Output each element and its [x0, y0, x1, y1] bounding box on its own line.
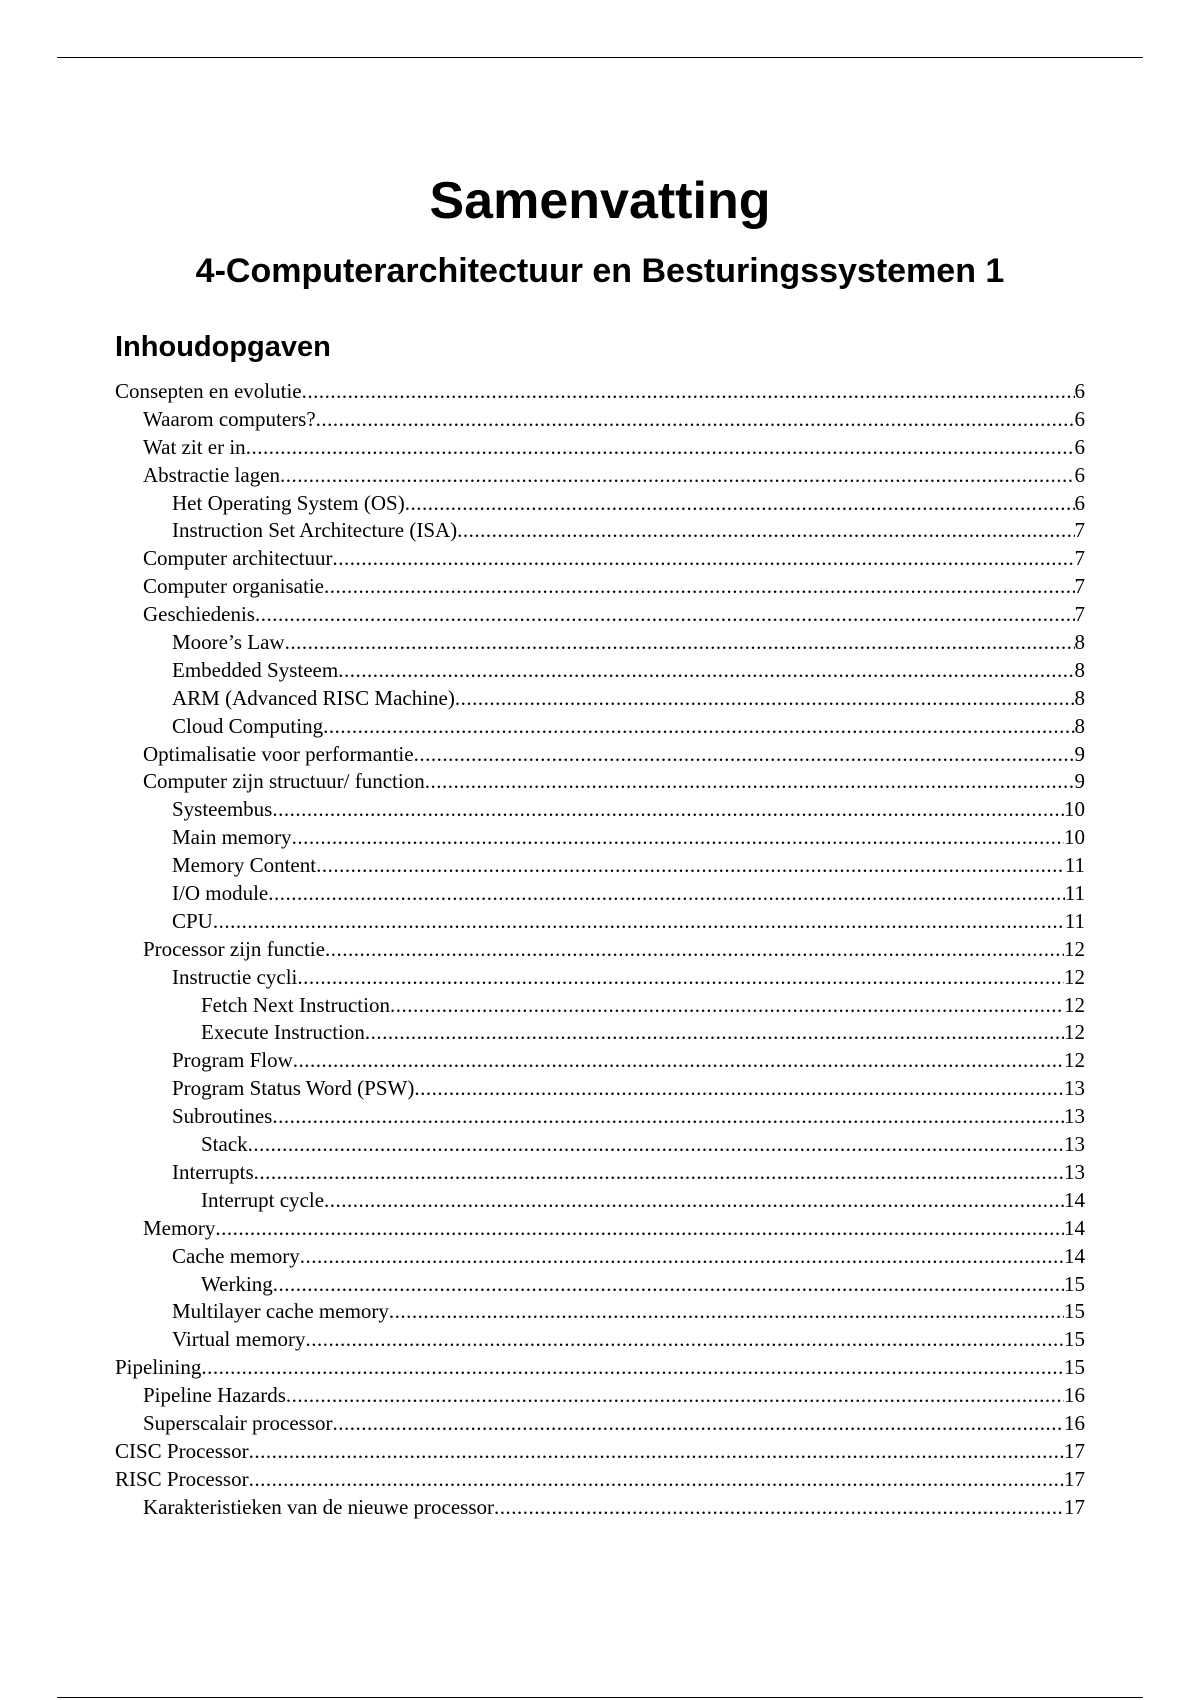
toc-entry-page-number: 12: [1064, 1020, 1085, 1045]
toc-entry-label: Waarom computers?: [143, 406, 316, 431]
toc-entry-label: Instructie cycli: [172, 964, 298, 989]
toc-entry-label: I/O module: [172, 881, 269, 906]
toc-entry-page-number: 11: [1064, 853, 1085, 878]
toc-entry-label: Interrupts: [172, 1159, 254, 1184]
toc-entry-label: Abstractie lagen: [143, 462, 281, 487]
toc-dot-leader: [494, 1494, 1064, 1522]
table-of-contents: [115, 378, 1085, 1522]
toc-entry-label: Multilayer cache memory: [172, 1299, 389, 1324]
toc-entry-page-number: 14: [1064, 1243, 1085, 1268]
toc-entry-label: Interrupt cycle: [201, 1187, 325, 1212]
toc-dot-leader: [333, 545, 1075, 573]
toc-entry[interactable]: [115, 964, 1085, 992]
toc-dot-leader: [249, 1466, 1064, 1494]
toc-dot-leader: [201, 1354, 1064, 1382]
toc-entry-label: Memory: [143, 1215, 216, 1240]
toc-dot-leader: [255, 601, 1075, 629]
toc-entry-page-number: 13: [1064, 1159, 1085, 1184]
toc-entry[interactable]: [115, 796, 1085, 824]
document-title: Samenvatting: [429, 172, 771, 230]
toc-entry[interactable]: [115, 545, 1085, 573]
toc-entry-page-number: 6: [1074, 379, 1085, 403]
toc-dot-leader: [333, 1410, 1064, 1438]
toc-entry[interactable]: [115, 629, 1085, 657]
toc-entry-page-number: 8: [1074, 630, 1085, 655]
toc-entry-label: CPU: [172, 908, 213, 933]
toc-entry-label: Werking: [201, 1271, 273, 1296]
toc-entry-label: Karakteristieken van de nieuwe processor: [143, 1494, 495, 1519]
toc-entry[interactable]: [115, 1187, 1085, 1215]
toc-entry[interactable]: [115, 1131, 1085, 1159]
toc-entry[interactable]: [115, 601, 1085, 629]
toc-entry[interactable]: [115, 490, 1085, 518]
toc-entry[interactable]: [115, 1438, 1085, 1466]
toc-dot-leader: [249, 1438, 1064, 1466]
toc-entry[interactable]: [115, 517, 1085, 545]
toc-dot-leader: [272, 796, 1064, 824]
toc-entry-page-number: 15: [1064, 1327, 1085, 1352]
toc-dot-leader: [292, 824, 1064, 852]
toc-entry[interactable]: [115, 1215, 1085, 1243]
toc-entry-label: Pipeline Hazards: [143, 1383, 286, 1408]
toc-entry[interactable]: [115, 1410, 1085, 1438]
toc-entry[interactable]: [115, 434, 1085, 462]
toc-entry-page-number: 17: [1064, 1466, 1085, 1491]
toc-dot-leader: [316, 852, 1065, 880]
toc-entry-page-number: 6: [1074, 406, 1085, 431]
toc-entry[interactable]: [115, 378, 1085, 406]
toc-dot-leader: [405, 490, 1075, 518]
toc-entry[interactable]: [115, 992, 1085, 1020]
toc-entry-label: Superscalair processor: [143, 1410, 333, 1435]
toc-entry-label: Virtual memory: [172, 1327, 306, 1352]
toc-dot-leader: [254, 1159, 1064, 1187]
toc-dot-leader: [297, 964, 1064, 992]
toc-entry[interactable]: [115, 768, 1085, 796]
toc-dot-leader: [455, 685, 1075, 713]
toc-dot-leader: [280, 462, 1074, 490]
toc-dot-leader: [425, 768, 1075, 796]
toc-entry[interactable]: [115, 406, 1085, 434]
toc-dot-leader: [414, 741, 1075, 769]
toc-dot-leader: [389, 1298, 1064, 1326]
toc-entry[interactable]: [115, 908, 1085, 936]
toc-entry[interactable]: [115, 1298, 1085, 1326]
toc-entry-label: Computer zijn structuur/ function: [143, 769, 425, 794]
toc-entry-page-number: 14: [1064, 1187, 1085, 1212]
toc-entry-page-number: 12: [1064, 964, 1085, 989]
toc-entry-page-number: 15: [1064, 1271, 1085, 1296]
toc-entry-page-number: 10: [1064, 825, 1085, 850]
toc-entry[interactable]: [115, 1159, 1085, 1187]
toc-entry[interactable]: [115, 713, 1085, 741]
toc-entry-label: Cloud Computing: [172, 713, 324, 738]
toc-dot-leader: [324, 1187, 1064, 1215]
toc-entry[interactable]: [115, 1326, 1085, 1354]
toc-entry-page-number: 9: [1074, 769, 1085, 794]
toc-dot-leader: [414, 1075, 1064, 1103]
toc-entry-page-number: 17: [1064, 1494, 1085, 1519]
toc-entry-page-number: 16: [1064, 1383, 1085, 1408]
toc-dot-leader: [316, 406, 1075, 434]
toc-entry-label: Stack: [201, 1132, 248, 1157]
toc-entry[interactable]: [115, 1494, 1085, 1522]
toc-entry-label: ARM (Advanced RISC Machine): [172, 685, 455, 710]
toc-entry-page-number: 7: [1074, 546, 1085, 571]
toc-dot-leader: [390, 992, 1064, 1020]
toc-entry[interactable]: [115, 852, 1085, 880]
toc-entry[interactable]: [115, 1047, 1085, 1075]
toc-entry[interactable]: [115, 1354, 1085, 1382]
toc-entry-page-number: 6: [1074, 462, 1085, 487]
toc-entry-page-number: 15: [1064, 1299, 1085, 1324]
toc-entry[interactable]: [115, 685, 1085, 713]
toc-entry-page-number: 13: [1064, 1132, 1085, 1157]
toc-entry-page-number: 8: [1074, 685, 1085, 710]
toc-entry-label: Het Operating System (OS): [172, 490, 405, 515]
toc-dot-leader: [285, 629, 1075, 657]
toc-dot-leader: [324, 573, 1075, 601]
toc-entry-label: CISC Processor: [115, 1438, 249, 1463]
toc-entry[interactable]: [115, 657, 1085, 685]
toc-entry[interactable]: [115, 1075, 1085, 1103]
toc-entry-label: Consepten en evolutie: [115, 379, 302, 403]
toc-dot-leader: [457, 517, 1074, 545]
toc-entry[interactable]: [115, 1466, 1085, 1494]
header-rule: [57, 57, 1143, 58]
toc-entry-label: Instruction Set Architecture (ISA): [172, 518, 458, 543]
toc-entry-page-number: 8: [1074, 657, 1085, 682]
toc-dot-leader: [268, 880, 1065, 908]
toc-entry-page-number: 6: [1074, 434, 1085, 459]
toc-entry-page-number: 9: [1074, 741, 1085, 766]
toc-entry-page-number: 15: [1064, 1355, 1085, 1380]
toc-entry-label: Memory Content: [172, 853, 317, 878]
toc-entry[interactable]: [115, 1243, 1085, 1271]
toc-dot-leader: [213, 908, 1065, 936]
toc-heading: Inhoudopgaven: [115, 331, 331, 363]
toc-entry-label: Optimalisatie voor performantie: [143, 741, 414, 766]
footer-rule: [57, 1697, 1143, 1698]
toc-entry-page-number: 7: [1074, 518, 1085, 543]
toc-dot-leader: [272, 1103, 1064, 1131]
toc-entry-label: Program Flow: [172, 1048, 293, 1073]
toc-entry[interactable]: [115, 936, 1085, 964]
toc-entry-label: Execute Instruction: [201, 1020, 365, 1045]
toc-dot-leader: [365, 1019, 1064, 1047]
toc-entry[interactable]: [115, 462, 1085, 490]
toc-entry-page-number: 17: [1064, 1438, 1085, 1463]
toc-entry-page-number: 11: [1064, 881, 1085, 906]
toc-entry-label: Wat zit er in: [143, 434, 246, 459]
toc-entry-page-number: 8: [1074, 713, 1085, 738]
toc-entry-page-number: 6: [1074, 490, 1085, 515]
toc-entry[interactable]: [115, 741, 1085, 769]
document-subtitle: 4-Computerarchitectuur en Besturingssystemen 1: [195, 252, 1005, 290]
toc-entry-label: Main memory: [172, 825, 292, 850]
toc-entry-page-number: 14: [1064, 1215, 1085, 1240]
toc-entry-page-number: 10: [1064, 797, 1085, 822]
toc-entry[interactable]: [115, 1271, 1085, 1299]
toc-entry-label: Computer organisatie: [143, 574, 324, 599]
toc-entry-label: Subroutines: [172, 1104, 273, 1129]
toc-entry-page-number: 11: [1064, 908, 1085, 933]
toc-entry[interactable]: [115, 1019, 1085, 1047]
toc-dot-leader: [248, 1131, 1064, 1159]
toc-entry-page-number: 7: [1074, 574, 1085, 599]
toc-dot-leader: [323, 713, 1074, 741]
toc-dot-leader: [325, 936, 1064, 964]
toc-entry-label: RISC Processor: [115, 1466, 249, 1491]
toc-entry-label: Moore’s Law: [172, 630, 285, 655]
toc-entry-page-number: 16: [1064, 1410, 1085, 1435]
toc-entry[interactable]: [115, 824, 1085, 852]
toc-dot-leader: [215, 1215, 1064, 1243]
toc-entry-label: Pipelining: [115, 1355, 202, 1380]
toc-entry-label: Program Status Word (PSW): [172, 1076, 415, 1101]
toc-dot-leader: [338, 657, 1074, 685]
toc-entry-label: Fetch Next Instruction: [201, 992, 390, 1017]
toc-entry-page-number: 12: [1064, 936, 1085, 961]
toc-entry-page-number: 7: [1074, 602, 1085, 627]
toc-dot-leader: [286, 1382, 1064, 1410]
toc-entry-page-number: 12: [1064, 1048, 1085, 1073]
toc-entry-page-number: 13: [1064, 1104, 1085, 1129]
toc-entry-label: Cache memory: [172, 1243, 300, 1268]
toc-entry[interactable]: [115, 573, 1085, 601]
toc-entry[interactable]: [115, 880, 1085, 908]
toc-dot-leader: [302, 378, 1075, 406]
toc-dot-leader: [246, 434, 1075, 462]
toc-entry[interactable]: [115, 1103, 1085, 1131]
toc-entry[interactable]: [115, 1382, 1085, 1410]
toc-dot-leader: [300, 1243, 1064, 1271]
toc-dot-leader: [273, 1271, 1064, 1299]
toc-entry-page-number: 12: [1064, 992, 1085, 1017]
toc-dot-leader: [293, 1047, 1064, 1075]
toc-entry-page-number: 13: [1064, 1076, 1085, 1101]
toc-entry-label: Systeembus: [172, 797, 273, 822]
toc-entry-label: Processor zijn functie: [143, 936, 325, 961]
toc-entry-label: Computer architectuur: [143, 546, 333, 571]
toc-dot-leader: [305, 1326, 1064, 1354]
toc-entry-label: Embedded Systeem: [172, 657, 339, 682]
toc-entry-label: Geschiedenis: [143, 602, 255, 627]
